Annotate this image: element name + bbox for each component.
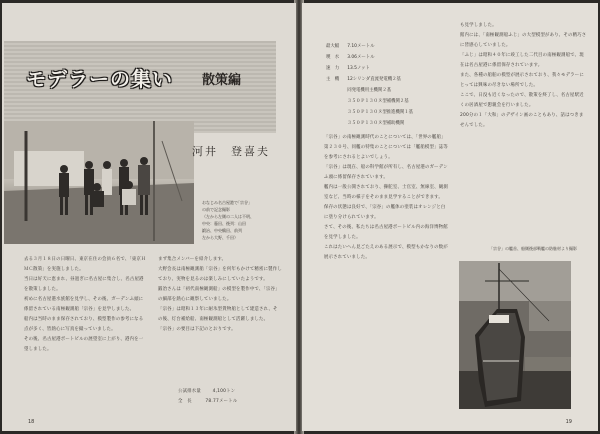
body-column-1 <box>24 255 146 405</box>
right-page <box>302 3 598 431</box>
paragraph: 「宗谷」の南極観測時代のことについては、「世界の艦船」第２３０号、同艦の特集のことについては「艦船模型」誌等を参考にされるとよいでしょう。 <box>324 135 448 160</box>
spec-value: ３５０Ｐ１３０ヌ型補機関２基 <box>347 99 409 104</box>
spec-row <box>326 52 421 63</box>
spec-row <box>326 118 421 129</box>
page-number: 19 <box>565 419 572 425</box>
paragraph: また、各種の船舶の模型が展示されており、我々モデラーにとっては興味の尽きない場所でした。 <box>460 73 584 88</box>
spec-row <box>326 107 421 118</box>
spec-label: 主 機 <box>326 77 340 82</box>
spec-label <box>326 96 347 107</box>
group-photo <box>4 121 194 244</box>
paragraph: 大野会長は南極観測船「宗谷」を何年もかけて精密に製作しており、実物を見るのは楽しみにしていたようです。 <box>158 267 282 282</box>
paragraph: 鍛冶さんは「初代南極観測船」の模型を製作中で、「宗谷」の細部を熱心に観察していました。 <box>158 287 280 302</box>
spec-label: 全 長 <box>178 399 192 404</box>
ship-photo-caption: 「宗谷」の艦首、船側後部戦艦の防舷材より撮影 <box>489 246 577 251</box>
paragraph: まず集合メンバーを紹介します。 <box>158 257 227 262</box>
ship-photo <box>459 261 571 409</box>
spec-value: 12シリンダ直流発電機２基 <box>347 77 401 82</box>
spec-label <box>326 107 347 118</box>
spec-row <box>326 41 421 52</box>
spec-label <box>326 118 347 129</box>
spec-value: ３５０Ｐ１３０ヌ型推進機関１基 <box>347 110 414 115</box>
paragraph: 「宗谷」は昭和１３年に耐氷型貨物船として建造され、その後、灯台補給船、南極観測船として活躍しました。 <box>158 307 278 322</box>
spec-value: 7.10メートル <box>347 44 375 49</box>
photo-caption: おなじみ名古屋港で｢宗谷｣ の前で記念撮影 （左から左側の二人は不明、 中央：藤田、後列：山田 鍛冶、中央鶴田、前列 左から大野、千田） <box>202 200 254 240</box>
paragraph: 200分の１「大和」のデザイン画のこともあり、話はつきませんでした。 <box>460 113 584 128</box>
body-column-2 <box>460 21 588 226</box>
spec-row <box>326 63 421 74</box>
spec-label: 喫 水 <box>326 55 340 60</box>
article-subtitle: 散策編 <box>202 73 242 88</box>
spec-label <box>326 85 347 96</box>
spec-row <box>326 96 421 107</box>
paragraph: 当日は好天に恵まれ、昼過ぎに名古屋に集合し、名古屋港を散策しました。 <box>24 277 144 292</box>
paragraph: ここで、日没も近くなったので、散策を終了し、名古屋駅近くの居酒屋で懇親会を行いました。 <box>460 93 584 108</box>
spec-value: 3.06メートル <box>347 55 375 60</box>
paragraph: さて、その後、私たちは名古屋港ポートビル内の海洋博物館を見学しました。 <box>324 225 448 240</box>
spec-label: 最大幅 <box>326 44 340 49</box>
spec-value: 78.77メートル <box>205 399 238 404</box>
paragraph: これはたいへん見ごたえのある展示で、模型もかなりの数が展示されていました。 <box>324 245 448 260</box>
spec-value: 同発電機用主機関２基 <box>347 88 392 93</box>
spec-value: 13.5ノット <box>347 66 370 71</box>
group-photo-illustration <box>4 121 194 244</box>
paragraph: 初めに名古屋港水族館を見学し、その後、ガーデンふ頭に係留されている南極観測船「宗谷」を見学しました。 <box>24 297 144 312</box>
inline-spec <box>178 387 288 407</box>
left-page <box>2 3 296 431</box>
ship-photo-illustration <box>459 261 571 409</box>
spec-value: ３５０Ｐ１３０ヌ型補助機関 <box>347 121 405 126</box>
article-title: モデラーの集い <box>26 67 173 91</box>
spec-value: 4,100トン <box>212 389 236 394</box>
paragraph: 艦内は一般公開されており、操舵室、士官室、無線室、観測室など、当時の様子をそのまま見学することができます。 <box>324 185 448 200</box>
spec-table <box>326 41 421 129</box>
spec-label: 公試排水量 <box>178 389 201 394</box>
paragraph: その後、名古屋港ポートビルの展望室に上がり、港内を一望しました。 <box>24 337 144 352</box>
spec-row <box>326 85 421 96</box>
paragraph: 去る３月１８日の日曜日、東京在住の会員６名で、「東京ＨＭＣ散策」を実施しました。 <box>24 257 146 272</box>
paragraph: 「宗谷」の要目は下記のとおりです。 <box>158 327 236 332</box>
body-column-1 <box>324 133 450 413</box>
paragraph: も見学しました。 <box>460 23 497 28</box>
paragraph: 「ふじ」は昭和４０年に竣工した二代目の南極観測船で、現在は名古屋港に係留保存されています。 <box>460 53 584 68</box>
body-column-2 <box>158 255 282 385</box>
paragraph: 保存の状態は良好で、「宗谷」の艦体の塗装はオレンジと白に塗り分けられています。 <box>324 205 446 220</box>
author-name: 河井 登喜夫 <box>192 145 270 158</box>
paragraph: 船内は当時のまま保存されており、模型製作の参考になる点が多く、皆熱心に写真を撮っていました。 <box>24 317 144 332</box>
paragraph: 「宗谷」は現在、船の科学館が所有し、名古屋港のガーデンふ頭に係留保存されています。 <box>324 165 448 180</box>
spec-row <box>326 74 421 85</box>
page-number: 18 <box>28 419 35 425</box>
spec-label: 速 力 <box>326 66 340 71</box>
paragraph: 館内には、「南極観測船ふじ」の大型模型があり、その精巧さに皆感心していました。 <box>460 33 587 48</box>
